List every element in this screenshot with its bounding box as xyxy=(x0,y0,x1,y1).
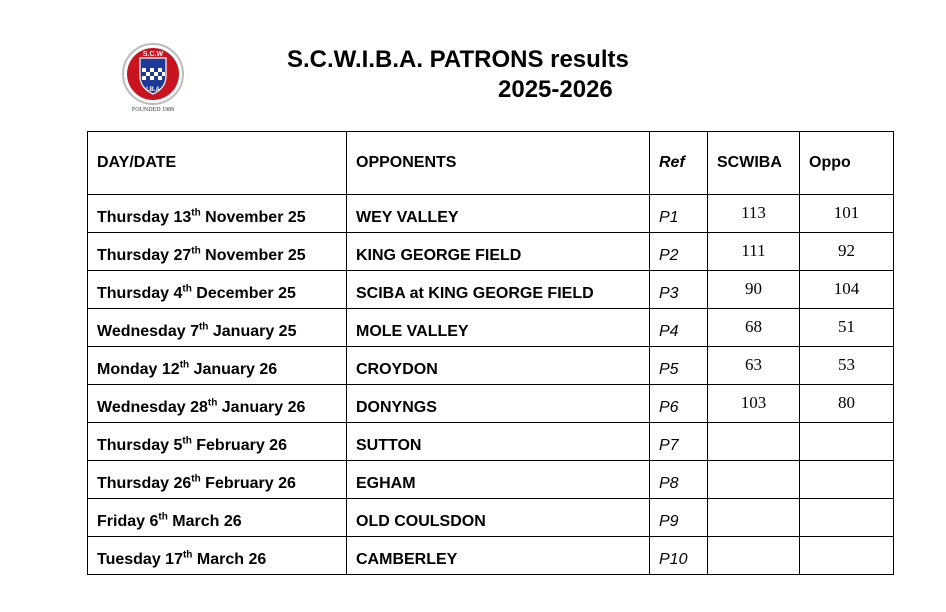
row-date: Thursday 26th February 26 xyxy=(88,461,347,499)
row-date: Monday 12th January 26 xyxy=(88,347,347,385)
row-opponent: DONYNGS xyxy=(347,385,650,423)
row-opponent: CAMBERLEY xyxy=(347,537,650,575)
row-ref: P9 xyxy=(650,499,708,537)
row-date: Wednesday 7th January 25 xyxy=(88,309,347,347)
row-date: Friday 6th March 26 xyxy=(88,499,347,537)
table-row xyxy=(88,195,894,233)
logo-bottom-text: I.B.A xyxy=(146,87,160,93)
row-oppo-score: 92 xyxy=(800,233,894,271)
row-ref: P8 xyxy=(650,461,708,499)
row-opponent: MOLE VALLEY xyxy=(347,309,650,347)
table-row xyxy=(88,347,894,385)
page-title: S.C.W.I.B.A. PATRONS results xyxy=(287,46,629,73)
row-ref: P6 xyxy=(650,385,708,423)
table-row xyxy=(88,309,894,347)
table-row xyxy=(88,537,894,575)
row-oppo-score xyxy=(800,537,894,575)
row-scwiba-score: 113 xyxy=(708,195,800,233)
row-opponent: EGHAM xyxy=(347,461,650,499)
col-header-opponents: OPPONENTS xyxy=(347,132,650,195)
row-oppo-score xyxy=(800,461,894,499)
row-oppo-score: 80 xyxy=(800,385,894,423)
club-logo xyxy=(118,42,188,114)
row-date: Wednesday 28th January 26 xyxy=(88,385,347,423)
row-oppo-score: 53 xyxy=(800,347,894,385)
row-oppo-score: 104 xyxy=(800,271,894,309)
row-oppo-score: 101 xyxy=(800,195,894,233)
row-scwiba-score xyxy=(708,537,800,575)
row-scwiba-score: 103 xyxy=(708,385,800,423)
row-date: Thursday 13th November 25 xyxy=(88,195,347,233)
row-date: Tuesday 17th March 26 xyxy=(88,537,347,575)
col-header-oppo: Oppo xyxy=(800,132,894,195)
row-ref: P1 xyxy=(650,195,708,233)
row-oppo-score: 51 xyxy=(800,309,894,347)
row-scwiba-score xyxy=(708,423,800,461)
row-opponent: WEY VALLEY xyxy=(347,195,650,233)
header-row xyxy=(88,132,894,195)
season-label: 2025-2026 xyxy=(498,76,613,103)
row-scwiba-score xyxy=(708,461,800,499)
row-opponent: SUTTON xyxy=(347,423,650,461)
row-date: Thursday 5th February 26 xyxy=(88,423,347,461)
table-row xyxy=(88,499,894,537)
table-row xyxy=(88,233,894,271)
row-ref: P5 xyxy=(650,347,708,385)
table-row xyxy=(88,423,894,461)
row-opponent: CROYDON xyxy=(347,347,650,385)
row-date: Thursday 4th December 25 xyxy=(88,271,347,309)
row-oppo-score xyxy=(800,423,894,461)
row-opponent: OLD COULSDON xyxy=(347,499,650,537)
row-date: Thursday 27th November 25 xyxy=(88,233,347,271)
row-ref: P3 xyxy=(650,271,708,309)
results-table xyxy=(87,131,894,575)
row-scwiba-score: 68 xyxy=(708,309,800,347)
logo-founded-text: FOUNDED 1989 xyxy=(131,107,175,113)
logo-top-text: S.C.W xyxy=(142,51,164,58)
col-header-ref: Ref xyxy=(650,132,708,195)
row-ref: P2 xyxy=(650,233,708,271)
table-row xyxy=(88,385,894,423)
table-row xyxy=(88,271,894,309)
col-header-date: DAY/DATE xyxy=(88,132,347,195)
table-row xyxy=(88,461,894,499)
row-scwiba-score xyxy=(708,499,800,537)
row-oppo-score xyxy=(800,499,894,537)
row-ref: P10 xyxy=(650,537,708,575)
row-scwiba-score: 90 xyxy=(708,271,800,309)
row-scwiba-score: 111 xyxy=(708,233,800,271)
row-opponent: SCIBA at KING GEORGE FIELD xyxy=(347,271,650,309)
row-opponent: KING GEORGE FIELD xyxy=(347,233,650,271)
col-header-scwiba: SCWIBA xyxy=(708,132,800,195)
row-ref: P4 xyxy=(650,309,708,347)
row-scwiba-score: 63 xyxy=(708,347,800,385)
row-ref: P7 xyxy=(650,423,708,461)
